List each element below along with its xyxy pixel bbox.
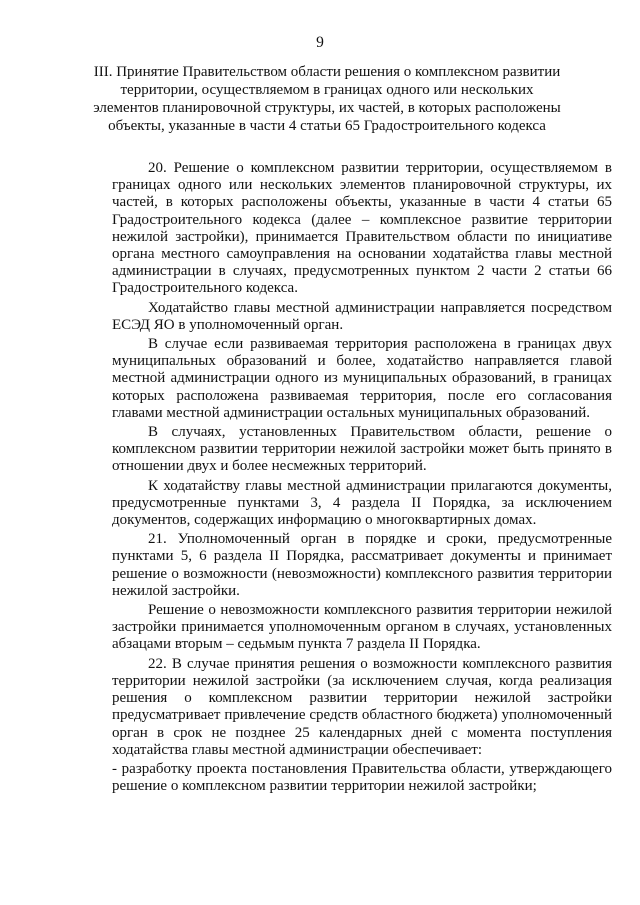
list-item-draft-resolution: - разработку проекта постановления Правительства области, утверждающего решение о комплексном развитии территории нежилой застройки; [112,760,612,795]
section-heading: III. Принятие Правительством области решения о комплексном развитии территории, осуществляемом в границах одного или нескольких элементов планировочной структуры, их частей, в которых расположены объекты, указанные в части 4 статьи 65 Градостроительного кодекса [93,64,561,134]
page-number: 9 [316,34,324,51]
paragraph-non-adjacent: В случаях, установленных Правительством области, решение о комплексном развитии территории нежилой застройки может быть принято в отношении двух и более несмежных территорий. [112,424,612,475]
paragraph-attachments: К ходатайству главы местной администрации прилагаются документы, предусмотренные пунктами 3, 4 раздела II Порядка, за исключением документов, содержащих информацию о многоквартирных домах. [112,477,612,529]
paragraph-20: 20. Решение о комплексном развитии территории, осуществляемом в границах одного или нескольких элементов планировочной структуры, их частей, в которых расположены объекты, указанные в части 4 статьи 65 Градостроительного кодекса (далее – комплексное развитие территории нежилой застройки), принимается Правительством области по инициативе органа местного самоуправления на основании ходатайства главы местной администрации в случаях, предусмотренных пунктом 2 части 2 статьи 66 Градостроительного кодекса. [112,160,612,297]
paragraph-21: 21. Уполномоченный орган в порядке и сроки, предусмотренные пунктами 5, 6 раздела II Порядка, рассматривает документы и принимает решение о возможности (невозможности) комплексного развития территории нежилой застройки. [112,531,612,599]
paragraph-two-municipalities: В случае если развиваемая территория расположена в границах двух муниципальных образований и более, ходатайство направляется главой местной администрации одного из муниципальных образований, в границах которых расположена развиваемая территория, после его согласования главами местной администрации остальных муниципальных образований. [112,336,612,421]
paragraph-22: 22. В случае принятия решения о возможности комплексного развития территории нежилой застройки (за исключением случая, когда реализация решения о комплексном развитии территории нежилой застройки предусматривает привлечение средств областного бюджета) уполномоченный орган в срок не позднее 25 календарных дней с момента поступления ходатайства главы местной администрации обеспечивает: [112,655,612,758]
paragraph-impossibility: Решение о невозможности комплексного развития территории нежилой застройки принимается уполномоченным органом в случаях, установленных абзацами вторым – седьмым пункта 7 раздела II Порядка. [112,602,612,653]
document-body [112,160,612,797]
paragraph-petition-route: Ходатайство главы местной администрации направляется посредством ЕСЭД ЯО в уполномоченный орган. [112,299,612,333]
